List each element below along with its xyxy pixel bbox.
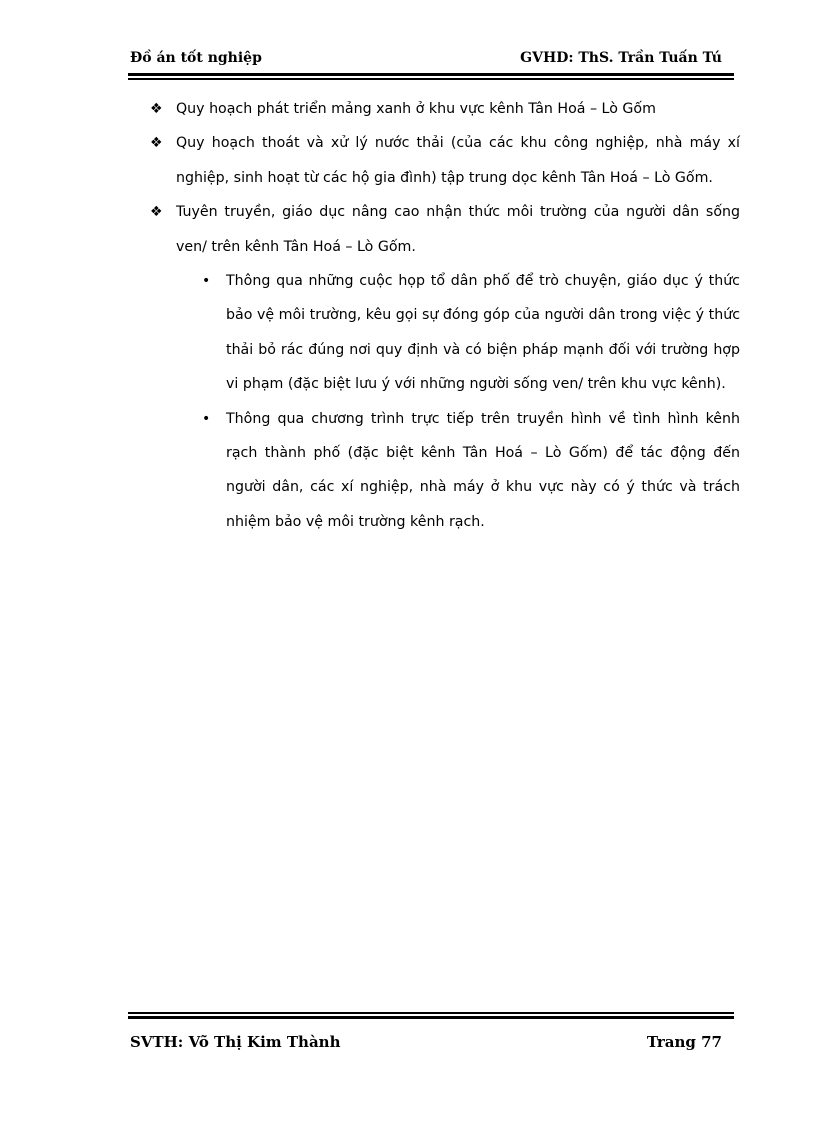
footer-rule-thick — [128, 1016, 734, 1019]
header-rule-thin — [128, 78, 734, 80]
footer-rule — [128, 1012, 734, 1019]
list-item-text: Quy hoạch phát triển mảng xanh ở khu vực kênh Tân Hoá – Lò Gốm — [176, 101, 656, 117]
page-footer — [130, 1033, 722, 1055]
sub-list-item-text: Thông qua những cuộc họp tổ dân phố để trò chuyện, giáo dục ý thức bảo vệ môi trường, kêu gọi sự đóng góp của người dân trong việc ý thức thải bỏ rác đúng nơi quy định và có biện pháp mạnh đối với trường hợp vi phạm (đặc biệt lưu ý với những người sống ven/ trên khu vực kênh). — [226, 273, 740, 393]
list-item — [150, 195, 740, 264]
sub-list-item — [150, 402, 740, 540]
dot-bullet-icon: • — [202, 273, 211, 290]
list-item — [150, 92, 740, 126]
page-header — [130, 50, 722, 72]
diamond-bullet-icon: ❖ — [150, 204, 163, 221]
header-rule-thick — [128, 73, 734, 76]
list-item-text: Quy hoạch thoát và xử lý nước thải (của các khu công nghiệp, nhà máy xí nghiệp, sinh hoạt từ các hộ gia đình) tập trung dọc kênh Tân Hoá – Lò Gốm. — [176, 135, 740, 186]
diamond-bullet-icon: ❖ — [150, 135, 163, 152]
sub-list-item-text: Thông qua chương trình trực tiếp trên truyền hình về tình hình kênh rạch thành phố (đặc biệt kênh Tân Hoá – Lò Gốm) để tác động đến người dân, các xí nghiệp, nhà máy ở khu vực này có ý thức và trách nhiệm bảo vệ môi trường kênh rạch. — [226, 410, 740, 530]
sub-list-item — [150, 264, 740, 402]
footer-student: SVTH: Võ Thị Kim Thành — [130, 1033, 341, 1051]
footer-rule-thin — [128, 1012, 734, 1014]
header-rule — [128, 73, 734, 80]
dot-bullet-icon: • — [202, 410, 211, 427]
list-item — [150, 126, 740, 195]
header-title: Đồ án tốt nghiệp — [130, 50, 262, 66]
page-number: Trang 77 — [646, 1033, 722, 1051]
header-advisor: GVHD: ThS. Trần Tuấn Tú — [520, 50, 722, 66]
body-content — [150, 92, 740, 539]
diamond-bullet-icon: ❖ — [150, 101, 163, 117]
list-item-text: Tuyên truyền, giáo dục nâng cao nhận thức môi trường của người dân sống ven/ trên kênh Tân Hoá – Lò Gốm. — [176, 204, 740, 255]
